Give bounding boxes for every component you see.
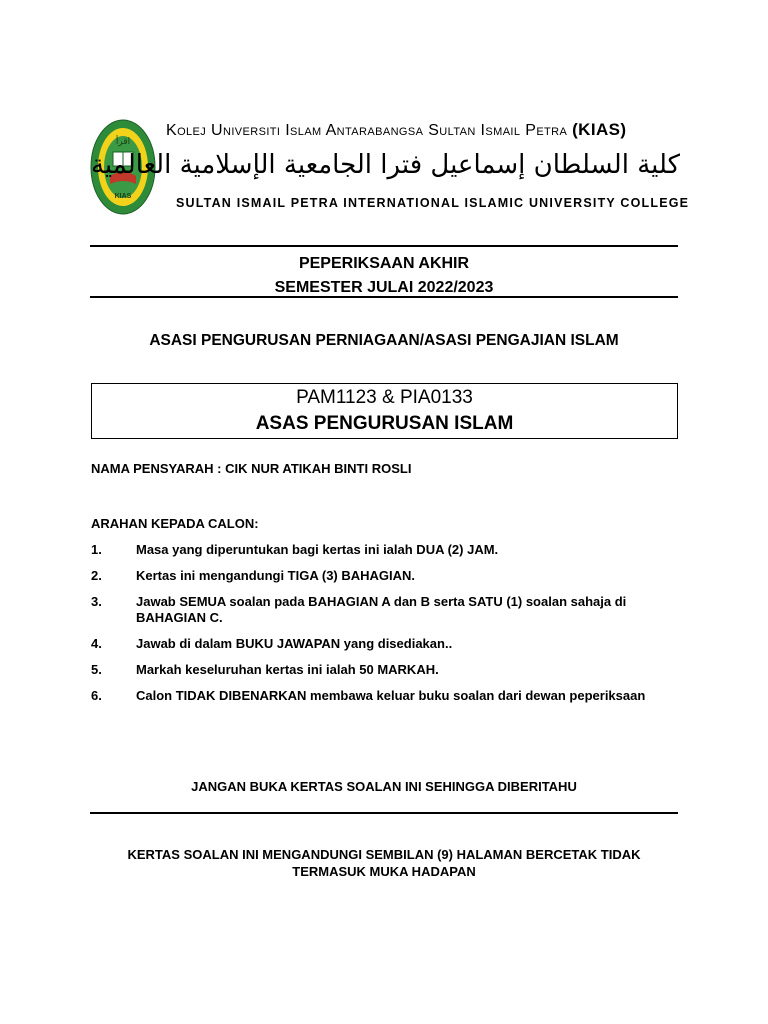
instruction-item: [91, 568, 691, 584]
divider-under-title: [90, 296, 678, 298]
course-name: ASAS PENGURUSAN ISLAM: [255, 413, 514, 434]
instruction-text: Markah keseluruhan kertas ini ialah 50 MARKAH.: [136, 662, 439, 677]
page-count-note: KERTAS SOALAN INI MENGANDUNGI SEMBILAN (9) HALAMAN BERCETAK TIDAK TERMASUK MUKA HADAPAN: [127, 847, 641, 879]
instruction-text: Masa yang diperuntukan bagi kertas ini ialah DUA (2) JAM.: [136, 542, 499, 557]
exam-title-line1: PEPERIKSAAN AKHIR: [298, 255, 470, 272]
instruction-number: 2.: [91, 568, 102, 583]
instruction-number: 6.: [91, 688, 102, 703]
instruction-text: Calon TIDAK DIBENARKAN membawa keluar buku soalan dari dewan peperiksaan: [136, 688, 646, 703]
instruction-item: [91, 542, 691, 558]
instruction-text: Kertas ini mengandungi TIGA (3) BAHAGIAN.: [136, 568, 416, 583]
logo-bottom-text: KIAS: [114, 193, 132, 200]
college-name-text: Kolej Universiti Islam Antarabangsa Sultan Ismail Petra: [166, 122, 568, 139]
instruction-text: Jawab di dalam BUKU JAWAPAN yang disediakan..: [136, 636, 453, 651]
instructions-heading: ARAHAN KEPADA CALON:: [91, 516, 259, 531]
instruction-item: [91, 688, 691, 704]
instruction-item: [91, 662, 691, 678]
instruction-item: [91, 636, 691, 652]
logo-top-text: اقرأ: [115, 137, 131, 147]
instruction-item: [91, 594, 691, 626]
programme-title: ASASI PENGURUSAN PERNIAGAAN/ASASI PENGAJIAN ISLAM: [149, 332, 619, 349]
instruction-number: 4.: [91, 636, 102, 651]
divider-bottom: [90, 812, 678, 814]
instruction-number: 5.: [91, 662, 102, 677]
exam-title-line2: SEMESTER JULAI 2022/2023: [274, 279, 494, 296]
course-box: [91, 383, 678, 439]
instruction-text: Jawab SEMUA soalan pada BAHAGIAN A dan B serta SATU (1) soalan sahaja di BAHAGIAN C.: [136, 594, 627, 625]
exam-title: [90, 252, 678, 300]
college-abbrev: (KIAS): [572, 120, 627, 139]
college-header: [88, 116, 688, 220]
college-name-ar: كلية السلطان إسماعيل فترا الجامعية الإسلامية العالمية: [90, 150, 680, 180]
instructions-list: [91, 542, 691, 714]
course-codes: PAM1123 & PIA0133: [296, 387, 473, 408]
lecturer-name: NAMA PENSYARAH : CIK NUR ATIKAH BINTI ROSLI: [91, 461, 412, 476]
do-not-open-notice: JANGAN BUKA KERTAS SOALAN INI SEHINGGA DIBERITAHU: [191, 779, 577, 794]
instruction-number: 3.: [91, 594, 102, 609]
divider-top: [90, 245, 678, 247]
instruction-number: 1.: [91, 542, 102, 557]
college-name-sub: SULTAN ISMAIL PETRA INTERNATIONAL ISLAMIC UNIVERSITY COLLEGE: [176, 196, 690, 210]
